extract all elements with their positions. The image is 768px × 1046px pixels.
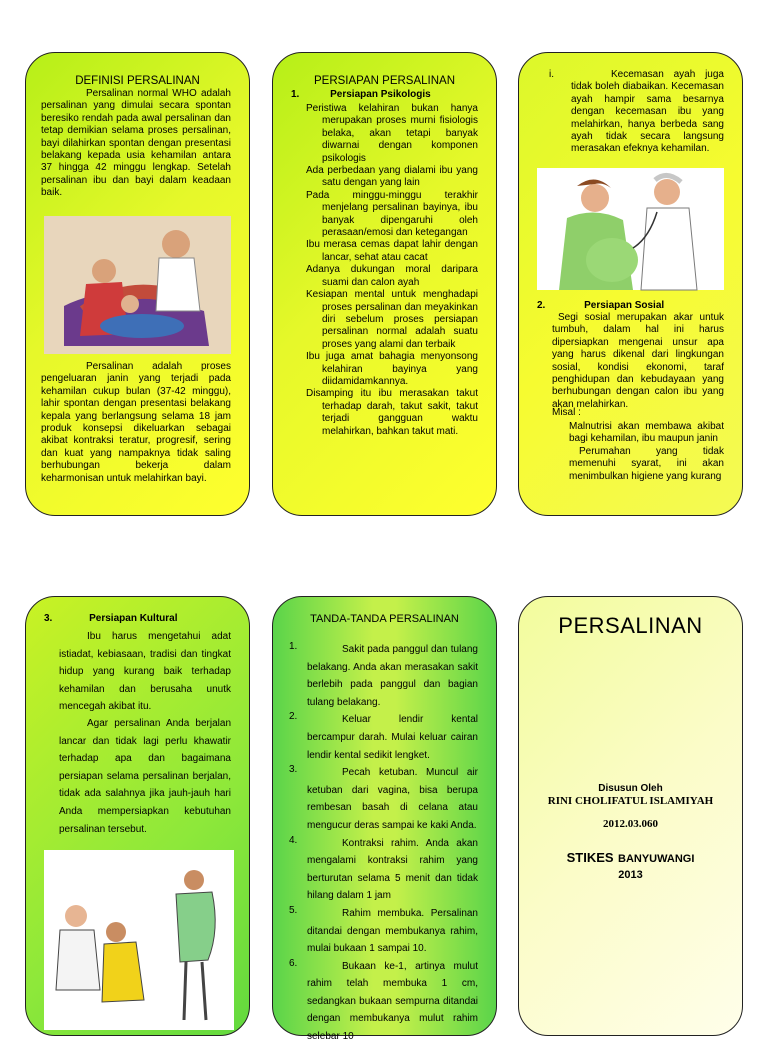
panel-title: TANDA-TANDA PERSALINAN — [310, 613, 459, 625]
list-item: Ibu juga amat bahagia menyonsong kelahiran bayinya yang diidamidamkannya. — [306, 351, 478, 387]
panel-title: DEFINISI PERSALINAN — [75, 75, 200, 87]
list-item: Pada minggu-minggu terakhir menjelang persalinan bayinya, ibu banyak dipengaruhi oleh perasaan/emosi dan ketegangan — [306, 189, 478, 239]
section-heading — [291, 89, 478, 100]
list-item: Adanya dukungan moral daripara suami dan calon ayah — [306, 264, 478, 288]
list-item — [289, 835, 478, 905]
author-label: Disusun Oleh — [598, 783, 663, 794]
social-paragraph: Segi sosial merupakan akar untuk tumbuh, dalam hal ini harus dipersiapkan mengenai unsur apa yang harus dikenal dari lingkungan sosial, kondisi ekonomi, taraf penghidupan dan kebudayaan yang berhubungan dengan calon ibu yang akan melahirkan. — [552, 312, 724, 410]
definition-paragraph: Persalinan normal WHO adalah persalinan yang dimulai secara spontan beresiko rendah pada awal persalinan dan tetap demikian selama proses persalinan, bayi dilahirkan spontan dengan presentasi belakang kepada usia kehamilan antara 37 hingga 42 minggu lengkap. Setelah persalinan ibu dan bayi dalam keadaan baik. — [41, 88, 231, 199]
panel-title: PERSIAPAN PERSALINAN — [313, 75, 456, 87]
school-name — [519, 849, 742, 867]
panel-persiapan — [272, 52, 497, 516]
cover-title: PERSALINAN — [558, 613, 703, 638]
author-name: RINI CHOLIFATUL ISLAMIYAH — [547, 795, 714, 807]
childbirth-illustration — [44, 216, 231, 354]
panel-definisi — [25, 52, 250, 516]
list-item — [289, 958, 478, 1046]
item-text: Bukaan ke-1, artinya mulut rahim telah membuka 1 cm, sedangkan bukaan sempurna ditandai dengan membukanya mulut rahim selebar 10 — [307, 960, 478, 1043]
student-id: 2012.03.060 — [603, 818, 658, 830]
panel-persiapan-kultural — [25, 596, 250, 1036]
item-number: 6. — [289, 957, 298, 969]
list-item — [289, 905, 478, 958]
list-item: Ibu merasa cemas dapat lahir dengan lancar, sehat atau cacat — [306, 239, 478, 263]
cultural-paragraph-2: Agar persalinan Anda berjalan lancar dan tidak lagi perlu khawatir terhadap apa dan bagaimana persiapan selama persalinan berjalan, tidak ada salahnya jika jauh-jauh hari Anda mempersiapkan kebutuhan persalinan tersebut. — [59, 718, 231, 835]
cultural-paragraph: Ibu harus mengetahui adat istiadat, kebiasaan, tradisi dan tingkat hidup yang kurang baik terhadap kehamilan dan berusaha unutk mencegah akibat itu. — [59, 631, 231, 713]
panel-tanda-tanda — [272, 596, 497, 1043]
item-number: 2. — [289, 711, 298, 723]
item-text: Kontraksi rahim. Anda akan mengalami kontraksi rahim yang berturutan selama 5 menit dan tidak hilang dalam 1 jam — [307, 837, 478, 902]
section-subtitle: Persiapan Psikologis — [330, 89, 431, 100]
example-label: Misal : — [552, 407, 581, 418]
list-item: Disamping itu ibu merasakan takut terhadap darah, takut sakit, takut terjadi gangguan waktu melahirkan, bahkan takut mati. — [306, 388, 478, 437]
definition-paragraph-2: Persalinan adalah proses pengeluaran janin yang terjadi pada kehamilan cukup bulan (37-42 minggu), lahir spontan dengan presentasi belakang kepala yang berlangsung selama 18 jam produk konsepsi dikeluarkan sebagai akibat kontraksi teratur, progresif, sering dan kuat yang nampaknya tidak saling berhubungan bekerja dalam keharmonisan untuk melahirkan bayi. — [41, 361, 231, 484]
doctor-patient-illustration — [537, 168, 724, 290]
list-item: Kesiapan mental untuk menghadapi proses persalinan dan meyakinkan diri sebelum proses persiapan persalinan normal adalah suatu proses yang alami dan terbaik — [306, 289, 478, 350]
list-item — [289, 641, 478, 711]
list-item — [289, 764, 478, 834]
item-text: Sakit pada panggul dan tulang belakang. Anda akan merasakan sakit berlebih pada panggul dan bagian tulang belakang. — [307, 644, 478, 708]
panel-persiapan-sosial — [518, 52, 743, 516]
item-text: Keluar lendir kental bercampur darah. Mulai keluar cairan lendir kental sedikit lengket. — [307, 714, 478, 761]
section-number: 3. — [44, 613, 53, 624]
anxiety-item — [549, 69, 724, 156]
item-number: 5. — [289, 904, 298, 916]
section-heading — [537, 300, 724, 311]
family-illustration — [44, 850, 234, 1030]
item-text: Rahim membuka. Persalinan ditandai dengan membukanya rahim, mulai bukaan 1 sampai 10. — [307, 907, 478, 955]
section-number: 1. — [291, 89, 300, 100]
list-item — [289, 711, 478, 764]
item-number: 4. — [289, 834, 298, 846]
example-item: Malnutrisi akan membawa akibat bagi kehamilan, ibu maupun janin — [569, 421, 724, 445]
example-item: Perumahan yang tidak memenuhi syarat, ini akan menimbulkan higiene yang kurang — [569, 446, 724, 482]
section-subtitle: Persiapan Sosial — [584, 300, 665, 311]
item-number: i. — [549, 69, 554, 80]
item-text: Kecemasan ayah juga tidak boleh diabaikan. Kecemasan ayah hampir sama besarnya dengan kecemasan ibu yang melahirkan, hanya berbeda sang ayah tidak secara langsung merasakan efeknya kehamilan. — [571, 69, 724, 155]
section-subtitle: Persiapan Kultural — [89, 613, 178, 624]
list-item: Peristiwa kelahiran bukan hanya merupakan proses murni fisiologis belaka, akan tetapi banyak diwarnai dengan komponen psikologis — [306, 103, 478, 164]
signs-list — [289, 641, 478, 1046]
item-text: Pecah ketuban. Muncul air ketuban dari vagina, bisa berupa rembesan basah di celana atau mengucur deras sampai ke kaki Anda. — [307, 767, 478, 831]
list-item: Ada perbedaan yang dialami ibu yang satu dengan yang lain — [306, 165, 478, 189]
psychology-list — [306, 103, 478, 438]
year: 2013 — [618, 869, 643, 881]
item-number: 1. — [289, 641, 298, 652]
school-name-b: BANYUWANGI — [618, 853, 695, 865]
school-name-a: STIKES — [566, 850, 614, 865]
section-heading — [44, 613, 231, 624]
section-number: 2. — [537, 300, 546, 311]
item-number: 3. — [289, 764, 298, 776]
panel-cover — [518, 596, 743, 1036]
